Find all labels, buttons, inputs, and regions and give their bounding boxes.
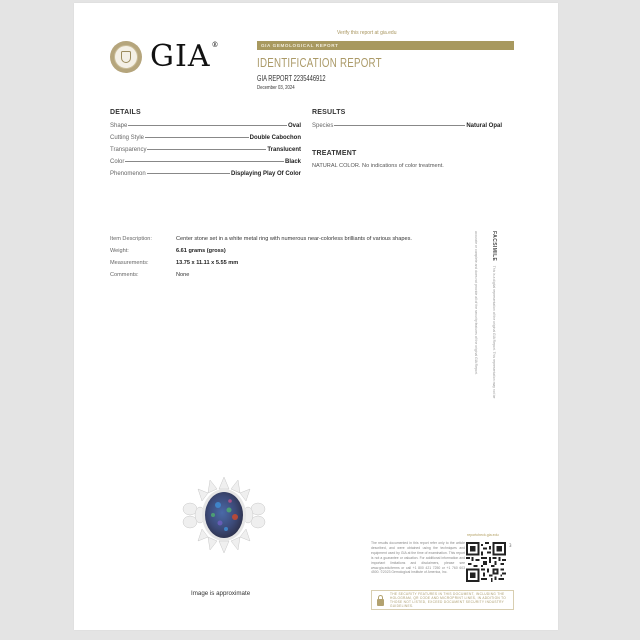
verify-link[interactable]: Verify this report at gia.edu — [337, 30, 397, 36]
results-heading: RESULTS — [312, 109, 346, 116]
report-page — [74, 3, 558, 630]
security-notice — [371, 590, 514, 610]
detail-row-cutting-style: Cutting Style Double Cabochon — [110, 135, 301, 141]
lock-icon — [376, 595, 385, 606]
qr-side-number: 3 — [509, 543, 512, 548]
legal-disclaimer: The results documented in this report refer only to the article described, and were obtained using the techniques and equipment used by GIA at the time of examination. This report is not a guarantee or valuation. For additional information and important limitations and disclaimers, please see www.gia.edu/terms or call +1 800 421 7250 or +1 760 603 4500. ©2023 Gemological Institute of America, Inc. — [371, 541, 465, 575]
report-type-bar: GIA GEMOLOGICAL REPORT — [257, 41, 514, 50]
security-text: THE SECURITY FEATURES IN THIS DOCUMENT, INCLUDING THE HOLOGRAM, QR CODE AND MICROPRINT LINES, IN ADDITION TO THOSE NOT LISTED, EXCEED DOCUMENT SECURITY INDUSTRY GUIDELINES. — [390, 591, 507, 609]
item-row-weight: Weight: 6.61 grams (gross) — [110, 248, 226, 254]
detail-row-shape: Shape Oval — [110, 123, 301, 129]
report-title: IDENTIFICATION REPORT — [257, 56, 382, 70]
detail-row-transparency: Transparency Translucent — [110, 147, 301, 153]
treatment-heading: TREATMENT — [312, 150, 357, 157]
gia-wordmark: GIA® — [150, 39, 220, 74]
detail-row-color: Color Black — [110, 159, 301, 165]
gia-seal-icon — [110, 41, 142, 73]
detail-row-phenomenon: Phenomenon Displaying Play Of Color — [110, 171, 301, 177]
details-heading: DETAILS — [110, 109, 141, 116]
item-row-description: Item Description: Center stone set in a white metal ring with numerous near-colorless brilliants of various shapes. — [110, 236, 412, 242]
report-check-link[interactable]: reportcheck.gia.edu — [467, 533, 499, 537]
image-caption: Image is approximate — [191, 590, 251, 597]
item-row-measurements: Measurements: 13.75 x 11.11 x 5.55 mm — [110, 260, 239, 266]
qr-code[interactable] — [466, 542, 506, 582]
item-row-comments: Comments: None — [110, 272, 190, 278]
facsimile-notice: FACSIMILE This is a digital representation of the original GIA Report. This representation may not be accurate or complete and does not provide all of the security features of the original GIA Report. — [474, 231, 497, 399]
report-date: December 03, 2024 — [257, 85, 295, 91]
gia-logo — [110, 41, 219, 73]
report-number: GIA REPORT 2235446912 — [257, 74, 326, 83]
ring-image — [182, 475, 266, 555]
treatment-text: NATURAL COLOR. No indications of color treatment. — [312, 163, 444, 169]
result-row-species: Species Natural Opal — [312, 123, 502, 129]
